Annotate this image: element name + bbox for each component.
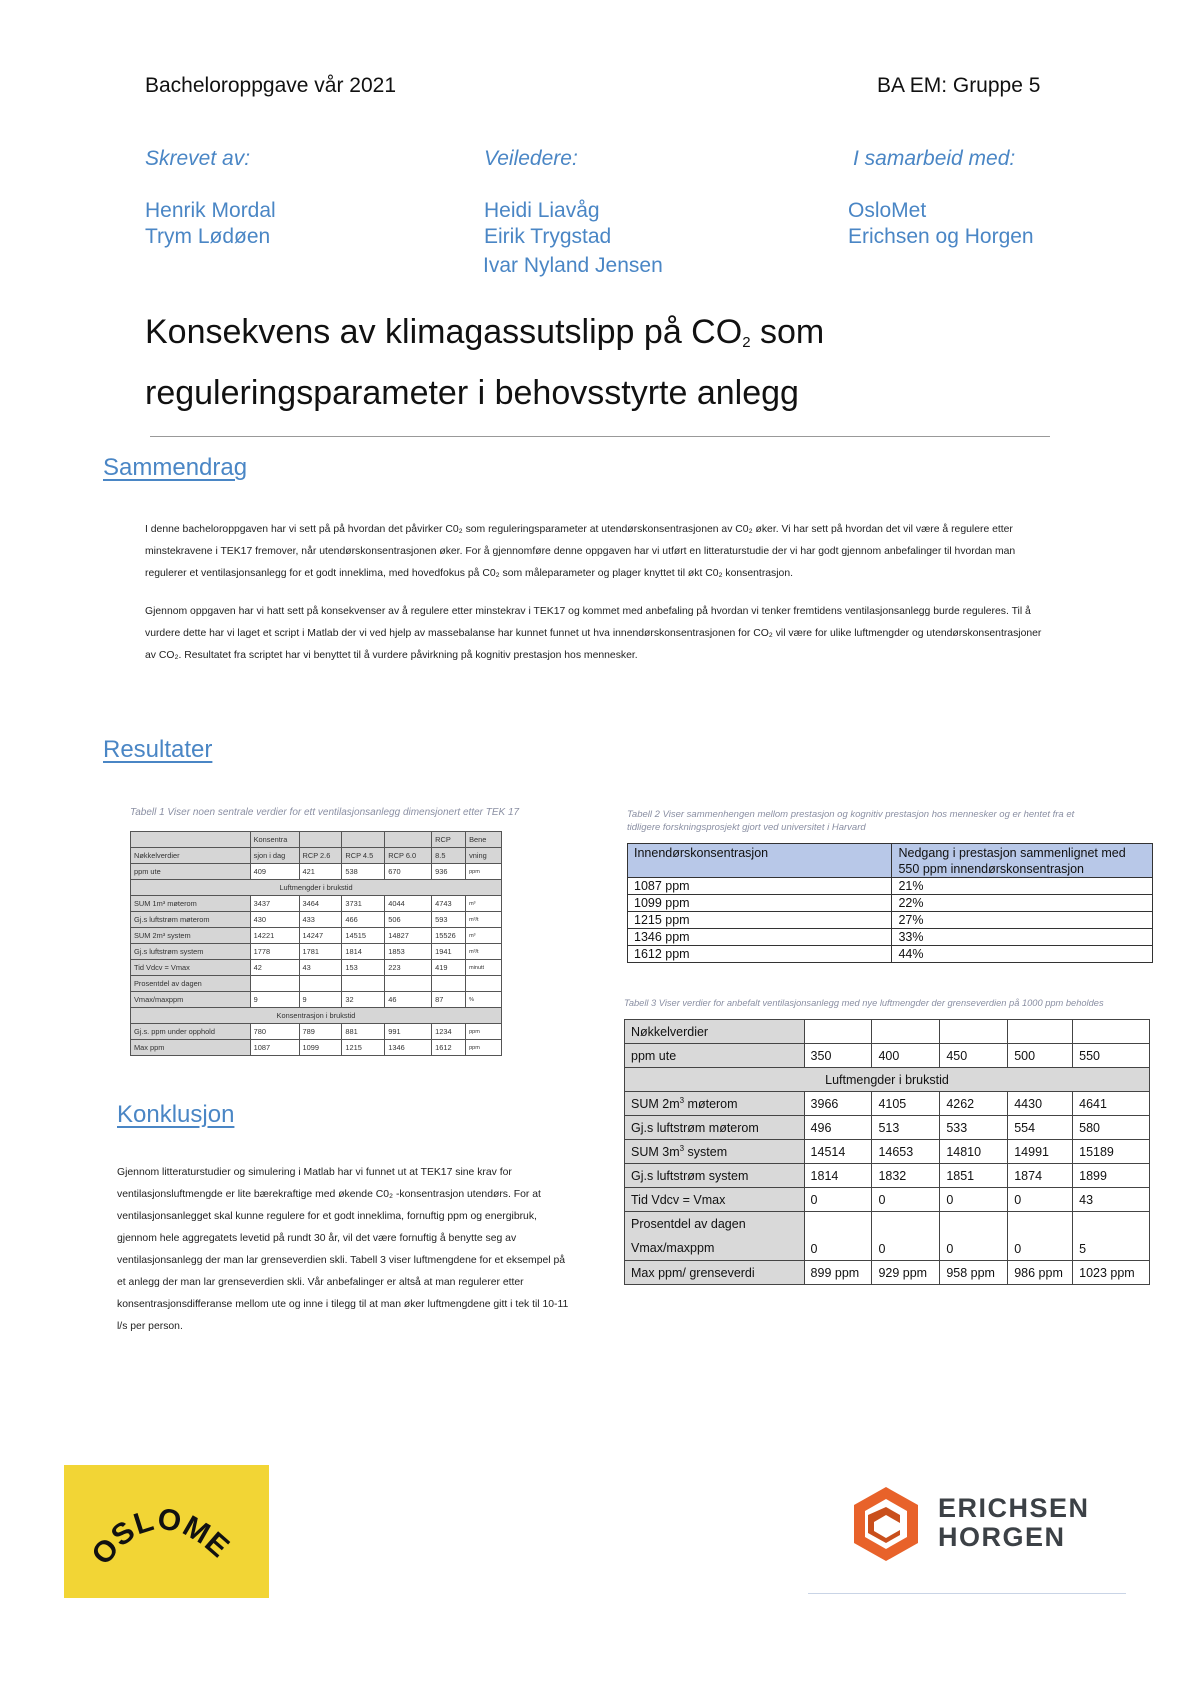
table-cell — [466, 976, 502, 992]
table-cell: 433 — [299, 912, 342, 928]
table-cell: 1814 — [804, 1164, 872, 1188]
table-row — [628, 895, 1153, 912]
table-cell: 991 — [385, 1024, 432, 1040]
table-cell — [1073, 1020, 1150, 1044]
table-cell: m³/t — [466, 944, 502, 960]
table-cell: 1087 ppm — [628, 878, 892, 895]
table-cell: 1853 — [385, 944, 432, 960]
table-cell: m³/t — [466, 912, 502, 928]
title-text: som — [750, 313, 825, 351]
table1-header-cell — [385, 832, 432, 848]
table2-header-cell: Nedgang i prestasjon sammenlignet med 550 ppm innendørskonsentrasjon — [892, 844, 1153, 878]
table2-caption: Tabell 2 Viser sammenhengen mellom prestasjon og kognitiv prestasjon hos mennesker og er hentet fra et tidligere forskningsprosjekt gjort ved universitet i Harvard — [627, 809, 1075, 833]
table-row — [131, 976, 502, 992]
table-cell: 33% — [892, 929, 1153, 946]
table-cell: 533 — [940, 1116, 1008, 1140]
table-cell: SUM $2m^3$ møterom — [625, 1092, 805, 1116]
table-cell: Gj.s luftstrøm møterom — [625, 1116, 805, 1140]
table-row — [131, 960, 502, 976]
table-cell: 986 ppm — [1008, 1261, 1073, 1285]
table-cell: SUM 2m³ system — [131, 928, 251, 944]
table-cell: 15189 — [1073, 1140, 1150, 1164]
table-cell: 881 — [342, 1024, 385, 1040]
table-cell-line: Prosentdel av dagen — [631, 1217, 746, 1231]
advisor-name: Ivar Nyland Jensen — [483, 254, 663, 277]
table1 — [130, 831, 502, 1056]
conclusion-paragraph: Gjennom litteraturstudier og simulering i Matlab har vi funnet ut at TEK17 sine krav for ventilasjonsluftmengde er lite bærekraftige med økende C0₂ -konsentrasjon utendørs. For at ventilasjonsanlegget skal kunne regulere for et godt inneklima, fornuftig ppm og energibruk, gjennom hele aggregatets levetid på rundt 30 år, vil det være fornuftig å benytte seg av ventilasjonsanlegg der man lar grenseverdien skli. Tabell 3 viser luftmengdene for et eksempel på et anlegg der man lar grenseverdien skli. Vår anbefalinger er altså at man regulerer etter konsentrasjonsdifferanse mellom ute og inne i tilegg til at man øker luftmengdene gitt i tek til 10-11 l/s per person. — [117, 1167, 569, 1332]
table-cell: 936 — [432, 864, 466, 880]
table-cell: 1832 — [872, 1164, 940, 1188]
table-cell-line: Vmax/maxppm — [631, 1241, 715, 1255]
oslomet-logo-mark — [64, 1465, 269, 1598]
table-cell: 1851 — [940, 1164, 1008, 1188]
table-cell: % — [466, 992, 502, 1008]
table1-header-cell: 8.5 — [432, 848, 466, 864]
table-cell: Tid Vdcv = Vmax — [625, 1188, 805, 1212]
table-cell: 9 — [299, 992, 342, 1008]
page-title — [145, 307, 1075, 418]
table-cell: Gj.s luftstrøm møterom — [131, 912, 251, 928]
erichsen-horgen-wordmark — [938, 1494, 1090, 1552]
table-cell — [1008, 1020, 1073, 1044]
table-cell: SUM $3m^3$ system — [625, 1140, 805, 1164]
table-cell: 430 — [250, 912, 299, 928]
table-cell: 421 — [299, 864, 342, 880]
table-cell: 1874 — [1008, 1164, 1073, 1188]
table-row — [131, 912, 502, 928]
table-cell: Max ppm — [131, 1040, 251, 1056]
table-cell: 0 — [804, 1188, 872, 1212]
table-row — [131, 944, 502, 960]
table-cell: Prosentdel av dagen — [131, 976, 251, 992]
table3-header-row — [625, 1020, 1150, 1044]
partners-label: I samarbeid med: — [853, 147, 1016, 170]
partner-name: Erichsen og Horgen — [848, 225, 1034, 248]
table-cell — [432, 976, 466, 992]
advisor-name: Eirik Trygstad — [484, 225, 612, 248]
table-cell: 3731 — [342, 896, 385, 912]
table1-header-cell — [131, 832, 251, 848]
table-cell: 1087 — [250, 1040, 299, 1056]
table-cell: 550 — [1073, 1044, 1150, 1068]
table-row — [625, 1188, 1150, 1212]
table1-header-cell: RCP 6.0 — [385, 848, 432, 864]
table-row — [628, 912, 1153, 929]
table-cell: 1234 — [432, 1024, 466, 1040]
table-cell: Gj.s luftstrøm system — [131, 944, 251, 960]
table-row — [131, 1040, 502, 1056]
table-cell: 1346 ppm — [628, 929, 892, 946]
writers-list — [145, 198, 276, 250]
table-cell: 780 — [250, 1024, 299, 1040]
table1-header-row — [131, 832, 502, 848]
table-cell: 450 — [940, 1044, 1008, 1068]
title-text: reguleringsparameter i behovsstyrte anlegg — [145, 374, 799, 412]
table-cell: 1099 ppm — [628, 895, 892, 912]
table1-header-row — [131, 848, 502, 864]
table-cell: 21% — [892, 878, 1153, 895]
table-cell: SUM 1m³ møterom — [131, 896, 251, 912]
table-cell: 4430 — [1008, 1092, 1073, 1116]
table-cell: 513 — [872, 1116, 940, 1140]
table-cell: Gj.s luftstrøm system — [625, 1164, 805, 1188]
table-cell: 1612 ppm — [628, 946, 892, 963]
advisors-label: Veiledere: — [484, 147, 578, 170]
table-cell: 929 ppm — [872, 1261, 940, 1285]
table-row — [628, 946, 1153, 963]
table1-header-cell: Nøkkelverdier — [131, 848, 251, 864]
table-cell: 14247 — [299, 928, 342, 944]
table-cell: 4743 — [432, 896, 466, 912]
table1-header-cell: RCP 2.6 — [299, 848, 342, 864]
eh-line: ERICHSEN — [938, 1493, 1090, 1523]
table-cell: 899 ppm — [804, 1261, 872, 1285]
table-cell: 554 — [1008, 1116, 1073, 1140]
table1-header-cell: vning — [466, 848, 502, 864]
table1-header-cell: Bene — [466, 832, 502, 848]
table1-header-cell: RCP 4.5 — [342, 848, 385, 864]
table-section-row — [131, 1008, 502, 1024]
table-cell: 0 — [940, 1188, 1008, 1212]
title-text: Konsekvens av klimagassutslipp på CO — [145, 313, 743, 351]
table-cell: Tid Vdcv = Vmax — [131, 960, 251, 976]
table-row — [625, 1092, 1150, 1116]
writer-name: Henrik Mordal — [145, 199, 276, 222]
table-cell: 3437 — [250, 896, 299, 912]
footer-divider — [808, 1593, 1126, 1594]
table3-caption: Tabell 3 Viser verdier for anbefalt ventilasjonsanlegg med nye luftmengder der grenseverdien på 1000 ppm beholdes — [624, 998, 1104, 1008]
table-cell: 4105 — [872, 1092, 940, 1116]
table-cell: ppm ute — [131, 864, 251, 880]
table3-header-cell: Nøkkelverdier — [625, 1020, 805, 1044]
table-cell: 580 — [1073, 1116, 1150, 1140]
table-cell: 44% — [892, 946, 1153, 963]
table-row — [131, 896, 502, 912]
summary-paragraph-2: Gjennom oppgaven har vi hatt sett på konsekvenser av å regulere etter minstekrav i TEK17 og kommet med anbefaling på hvordan vi tenker fremtidens ventilasjonsanlegg burde reguleres. Til å vurdere dette har vi laget et script i Matlab der vi ved hjelp av massebalanse har kunnet funnet ut hva innendørskonsentrasjonen for CO₂ vil være for ulike luftmengder og utendørskonsentrasjoner av CO₂. Resultatet fra scriptet har vi benyttet til å vurdere påvirkning på kognitiv prestasjon hos mennesker. — [145, 606, 1042, 661]
title-subscript: 2 — [742, 334, 751, 351]
header-right: BA EM: Gruppe 5 — [877, 74, 1041, 97]
table-cell: 1778 — [250, 944, 299, 960]
table-cell: 3966 — [804, 1092, 872, 1116]
table1-caption: Tabell 1 Viser noen sentrale verdier for ett ventilasjonsanlegg dimensjonert etter TEK 17 — [130, 807, 520, 818]
table-cell: 0 — [872, 1188, 940, 1212]
advisors-list — [484, 198, 663, 279]
table-cell: 593 — [432, 912, 466, 928]
table-cell — [625, 1212, 805, 1261]
table-cell: m³ — [466, 896, 502, 912]
table-cell: 223 — [385, 960, 432, 976]
table-row — [625, 1116, 1150, 1140]
table-cell: 14991 — [1008, 1140, 1073, 1164]
table-cell: minutt — [466, 960, 502, 976]
table-cell: 4641 — [1073, 1092, 1150, 1116]
table-cell: 22% — [892, 895, 1153, 912]
results-heading: Resultater — [103, 736, 213, 763]
table-cell: 14514 — [804, 1140, 872, 1164]
table-cell: 496 — [804, 1116, 872, 1140]
table-row — [625, 1212, 1150, 1261]
svg-text:OSLOMET — [64, 1465, 236, 1571]
table-cell: ppm — [466, 1040, 502, 1056]
table-cell: 1781 — [299, 944, 342, 960]
table-row — [131, 992, 502, 1008]
conclusion-heading: Konklusjon — [117, 1101, 235, 1128]
table-cell: 4044 — [385, 896, 432, 912]
table2-header-row — [628, 844, 1153, 878]
table-cell: ppm — [466, 864, 502, 880]
table-section-cell: Konsentrasjon i brukstid — [131, 1008, 502, 1024]
table-row — [131, 928, 502, 944]
table-cell: 958 ppm — [940, 1261, 1008, 1285]
table-cell: ppm ute — [625, 1044, 805, 1068]
table-cell: 46 — [385, 992, 432, 1008]
table-cell: 500 — [1008, 1044, 1073, 1068]
table-cell — [940, 1020, 1008, 1044]
oslomet-logo — [64, 1465, 269, 1598]
table1-header-cell: Konsentra — [250, 832, 299, 848]
table-cell: 5 — [1073, 1212, 1150, 1261]
table-cell: 0 — [1008, 1212, 1073, 1261]
table-cell: 32 — [342, 992, 385, 1008]
table-cell — [250, 976, 299, 992]
table-cell: 1215 ppm — [628, 912, 892, 929]
table-cell: 1612 — [432, 1040, 466, 1056]
table-cell: 409 — [250, 864, 299, 880]
table-cell: 153 — [342, 960, 385, 976]
table-row — [628, 878, 1153, 895]
table-cell: 0 — [1008, 1188, 1073, 1212]
table-cell: 538 — [342, 864, 385, 880]
table-cell: 87 — [432, 992, 466, 1008]
table-section-row — [625, 1068, 1150, 1092]
table-cell: 400 — [872, 1044, 940, 1068]
written-by-label: Skrevet av: — [145, 147, 251, 170]
table-cell: 0 — [804, 1212, 872, 1261]
table-cell — [872, 1020, 940, 1044]
table-row — [131, 864, 502, 880]
table-cell: 506 — [385, 912, 432, 928]
table-cell: 9 — [250, 992, 299, 1008]
table-cell: 14810 — [940, 1140, 1008, 1164]
table-cell: 1941 — [432, 944, 466, 960]
table-cell: 1023 ppm — [1073, 1261, 1150, 1285]
table-cell — [299, 976, 342, 992]
header-left: Bacheloroppgave vår 2021 — [145, 74, 397, 97]
erichsen-horgen-hex-icon — [850, 1485, 922, 1563]
table-row — [625, 1140, 1150, 1164]
oslomet-wordmark: OSLOME — [85, 1502, 236, 1572]
table-cell: 43 — [1073, 1188, 1150, 1212]
table-section-row — [131, 880, 502, 896]
table2-header-cell: Innendørskonsentrasjon — [628, 844, 892, 878]
table-cell: 1215 — [342, 1040, 385, 1056]
summary-heading: Sammendrag — [103, 454, 248, 481]
eh-line: HORGEN — [938, 1522, 1066, 1552]
table-cell: 4262 — [940, 1092, 1008, 1116]
table-cell: 14827 — [385, 928, 432, 944]
summary-paragraph-1: I denne bacheloroppgaven har vi sett på på hvordan det påvirker C0₂ som reguleringsparameter at utendørskonsentrasjonen av C0₂ øker. Vi har sett på hvordan det vil være å regulere etter minstekravene i TEK17 fremover, når utendørskonsentrasjonen øker. For å gjennomføre denne oppgaven har vi utført en litteraturstudie der vi har godt gjennom anbefalinger til hvordan man regulerer et ventilasjonsanlegg for et godt inneklima, med hovedfokus på C0₂ som måleparameter og plager knyttet til økt C0₂ konsentrasjon. — [145, 524, 1016, 579]
table-cell: 670 — [385, 864, 432, 880]
table-row — [625, 1044, 1150, 1068]
table-cell: 1899 — [1073, 1164, 1150, 1188]
table-cell: Max ppm/ grenseverdi — [625, 1261, 805, 1285]
table-cell: 3464 — [299, 896, 342, 912]
erichsen-horgen-logo — [850, 1485, 1090, 1565]
table-cell: 14221 — [250, 928, 299, 944]
writer-name: Trym Lødøen — [145, 225, 271, 248]
table-cell: 0 — [872, 1212, 940, 1261]
table-cell: 350 — [804, 1044, 872, 1068]
table-cell: 419 — [432, 960, 466, 976]
table-cell — [804, 1020, 872, 1044]
table-cell: 27% — [892, 912, 1153, 929]
table-row — [625, 1164, 1150, 1188]
table-cell: 466 — [342, 912, 385, 928]
advisor-name: Heidi Liavåg — [484, 199, 600, 222]
table1-header-cell — [299, 832, 342, 848]
table-cell: 42 — [250, 960, 299, 976]
table-cell: 789 — [299, 1024, 342, 1040]
table1-header-cell: RCP — [432, 832, 466, 848]
table-cell: 14515 — [342, 928, 385, 944]
table-cell: 1814 — [342, 944, 385, 960]
partner-name: OsloMet — [848, 199, 927, 222]
table-row — [625, 1261, 1150, 1285]
table-cell — [385, 976, 432, 992]
table-cell: 1099 — [299, 1040, 342, 1056]
partners-list — [848, 198, 1034, 250]
table-cell: 14653 — [872, 1140, 940, 1164]
table-cell: ppm — [466, 1024, 502, 1040]
table-cell: 0 — [940, 1212, 1008, 1261]
table-cell: 43 — [299, 960, 342, 976]
table1-header-cell — [342, 832, 385, 848]
table3 — [624, 1019, 1150, 1285]
table-section-cell: Luftmengder i brukstid — [131, 880, 502, 896]
table-row — [628, 929, 1153, 946]
table-row — [131, 1024, 502, 1040]
table-cell: Vmax/maxppm — [131, 992, 251, 1008]
title-divider — [150, 436, 1050, 437]
table-section-cell: Luftmengder i brukstid — [625, 1068, 1150, 1092]
table-cell: m³ — [466, 928, 502, 944]
table1-header-cell: sjon i dag — [250, 848, 299, 864]
table-cell — [342, 976, 385, 992]
table-cell: 1346 — [385, 1040, 432, 1056]
table-cell: Gj.s. ppm under opphold — [131, 1024, 251, 1040]
table2 — [627, 843, 1153, 963]
table-cell: 15526 — [432, 928, 466, 944]
